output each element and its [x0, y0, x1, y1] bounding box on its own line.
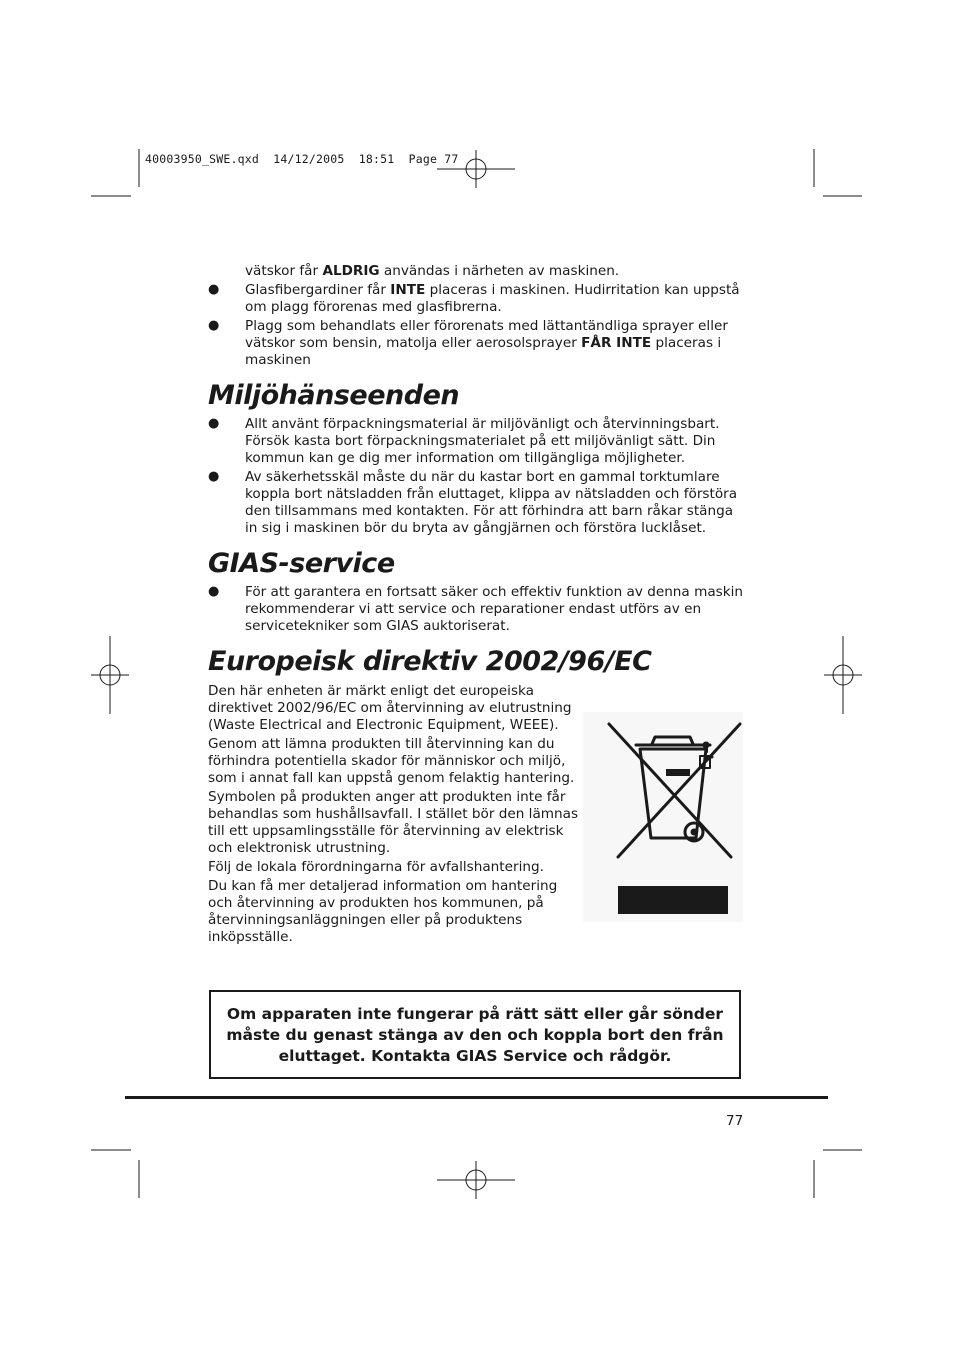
text: koppla bort nätsladden från eluttaget, klippa av nätsladden och förstöra	[245, 486, 738, 502]
text: Genom att lämna produkten till återvinning kan du	[208, 736, 555, 752]
heading-directive: Europeisk direktiv 2002/96/EC	[208, 646, 652, 677]
text: kommun kan ge dig mer information om tillgängliga möjligheter.	[245, 450, 686, 466]
text: in sig i maskinen bör du bryta av gångjärnen och förstöra lucklåset.	[245, 520, 707, 536]
text: (Waste Electrical and Electronic Equipment, WEEE).	[208, 717, 559, 733]
bullet-icon: ●	[208, 584, 220, 599]
text: användas i närheten av maskinen.	[379, 263, 620, 279]
bullet-icon: ●	[208, 416, 220, 431]
heading-service: GIAS-service	[208, 548, 395, 579]
text: som i annat fall kan uppstå genom felaktig hantering.	[208, 770, 575, 786]
text: rekommenderar vi att service och reparationer endast utförs av en	[245, 601, 702, 617]
text: den tillsammans med kontakten. För att förhindra att barn råkar stänga	[245, 503, 734, 519]
text: vätskor som bensin, matolja eller aerosolsprayer	[245, 335, 582, 351]
warning-line: eluttaget. Kontakta GIAS Service och rådgör.	[278, 1047, 672, 1065]
bullet-icon: ●	[208, 282, 220, 297]
text: direktivet 2002/96/EC om återvinning av elutrustning	[208, 700, 572, 716]
emphasis: FÅR INTE	[581, 335, 652, 351]
text: om plagg förorenas med glasfibrerna.	[245, 299, 502, 315]
text: behandlas som hushållsavfall. I stället bör den lämnas	[208, 806, 579, 822]
text: till ett uppsamlingsställe för återvinning av elektrisk	[208, 823, 564, 839]
text: Plagg som behandlats eller förorenats med lättantändliga sprayer eller	[245, 318, 728, 334]
warning-box	[209, 990, 741, 1079]
emphasis: ALDRIG	[322, 263, 380, 279]
text: vätskor får	[245, 263, 323, 279]
file-slug: 40003950_SWE.qxd 14/12/2005 18:51 Page 77	[145, 152, 459, 166]
text: förhindra potentiella skador för människor och miljö,	[208, 753, 566, 769]
text: och återvinning av produkten hos kommunen, på	[208, 895, 544, 911]
text: placeras i	[651, 335, 722, 351]
emphasis: INTE	[390, 282, 426, 298]
text: Följ de lokala förordningarna för avfallshantering.	[208, 859, 544, 875]
text: inköpsställe.	[208, 929, 293, 945]
heading-environment: Miljöhänseenden	[208, 380, 460, 411]
text: och elektronisk utrustning.	[208, 840, 391, 856]
text: placeras i maskinen. Hudirritation kan uppstå	[425, 282, 740, 298]
text: Försök kasta bort förpackningsmaterialet på ett miljövänligt sätt. Din	[245, 433, 716, 449]
text: servicetekniker som GIAS auktoriserat.	[245, 618, 510, 634]
bullet-icon: ●	[208, 318, 220, 333]
footer-rule	[125, 1096, 828, 1099]
text: Du kan få mer detaljerad information om hantering	[208, 878, 558, 894]
bullet-icon: ●	[208, 469, 220, 484]
text: Av säkerhetsskäl måste du när du kastar bort en gammal torktumlare	[245, 469, 720, 485]
warning-line: Om apparaten inte fungerar på rätt sätt eller går sönder	[226, 1005, 724, 1023]
text: Allt använt förpackningsmaterial är miljövänligt och återvinningsbart.	[245, 416, 720, 432]
page-number: 77	[726, 1113, 744, 1129]
warning-line: måste du genast stänga av den och koppla bort den från	[226, 1026, 724, 1044]
text: Glasfibergardiner får	[245, 282, 391, 298]
text: Symbolen på produkten anger att produkten inte får	[208, 789, 566, 805]
text: För att garantera en fortsatt säker och effektiv funktion av denna maskin	[245, 584, 743, 600]
text: återvinningsanläggningen eller på produktens	[208, 912, 523, 928]
text: Den här enheten är märkt enligt det europeiska	[208, 683, 534, 699]
text: maskinen	[245, 352, 311, 368]
